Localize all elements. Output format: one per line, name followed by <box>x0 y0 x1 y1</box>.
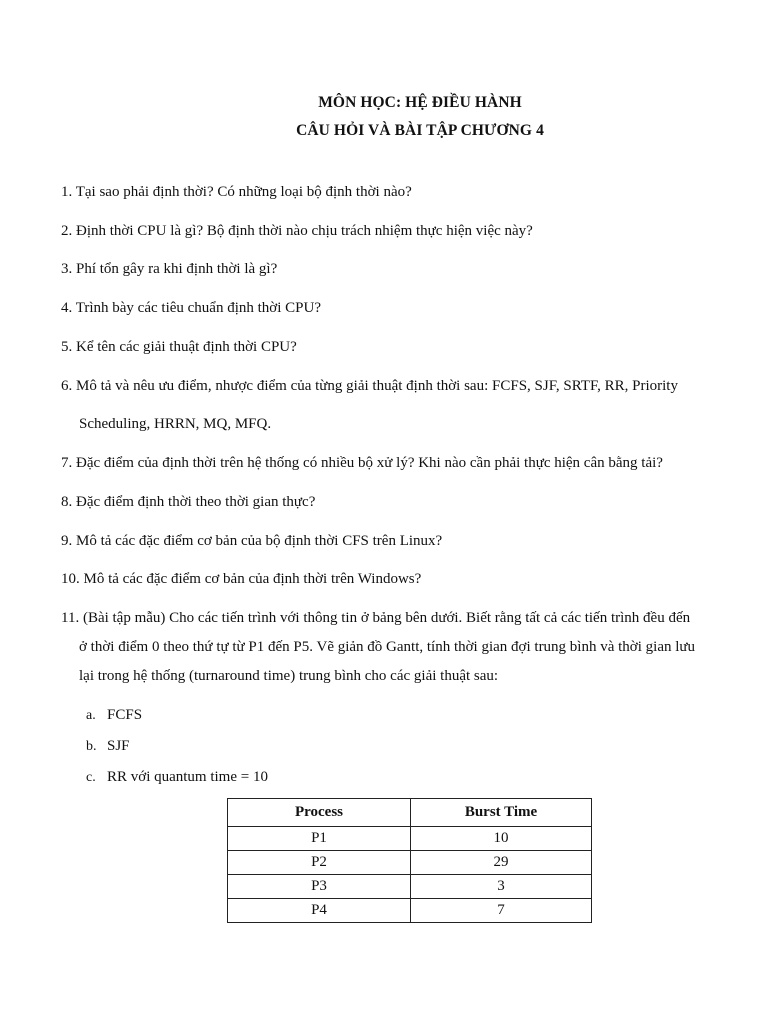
sub-item-text: SJF <box>107 738 130 754</box>
chapter-title: CÂU HỎI VÀ BÀI TẬP CHƯƠNG 4 <box>296 122 544 139</box>
question-11: 11. (Bài tập mẫu) Cho các tiến trình với thông tin ở bảng bên dưới. Biết rằng tất cả các tiến trình đều đến <box>61 610 691 626</box>
sub-item-letter: b. <box>86 739 97 754</box>
question-11-continuation-2: lại trong hệ thống (turnaround time) trung bình cho các giải thuật sau: <box>79 668 499 684</box>
process-cell: P3 <box>228 875 411 899</box>
burst-time-cell: 3 <box>411 875 592 899</box>
question-5: 5. Kể tên các giải thuật định thời CPU? <box>61 339 297 355</box>
sub-item-text: FCFS <box>107 707 143 723</box>
process-cell: P2 <box>228 851 411 875</box>
sub-item-text: RR với quantum time = 10 <box>107 769 268 785</box>
question-7: 7. Đặc điểm của định thời trên hệ thống có nhiều bộ xử lý? Khi nào cần phải thực hiện cân bằng tải? <box>61 455 663 471</box>
burst-time-cell: 7 <box>411 899 592 923</box>
course-title: MÔN HỌC: HỆ ĐIỀU HÀNH <box>318 94 522 111</box>
question-6-continuation: Scheduling, HRRN, MQ, MFQ. <box>79 416 272 432</box>
sub-item-a <box>86 705 142 726</box>
question-10: 10. Mô tả các đặc điểm cơ bản của định thời trên Windows? <box>61 571 422 587</box>
question-3: 3. Phí tổn gây ra khi định thời là gì? <box>61 261 278 277</box>
question-1: 1. Tại sao phải định thời? Có những loại bộ định thời nào? <box>61 184 412 200</box>
sub-item-letter: c. <box>86 770 96 785</box>
header-process: Process <box>228 799 411 827</box>
sub-item-letter: a. <box>86 708 96 723</box>
table-header-row <box>228 799 592 827</box>
question-11-continuation: ở thời điểm 0 theo thứ tự từ P1 đến P5. Vẽ giản đồ Gantt, tính thời gian đợi trung bình và thời gian lưu <box>79 639 696 655</box>
table-row <box>228 827 592 851</box>
table-row <box>228 875 592 899</box>
header-burst-time: Burst Time <box>411 799 592 827</box>
sub-item-c <box>86 767 268 788</box>
burst-time-cell: 10 <box>411 827 592 851</box>
question-2: 2. Định thời CPU là gì? Bộ định thời nào chịu trách nhiệm thực hiện việc này? <box>61 223 533 239</box>
table-row <box>228 851 592 875</box>
process-table <box>227 798 592 923</box>
burst-time-cell: 29 <box>411 851 592 875</box>
process-cell: P1 <box>228 827 411 851</box>
table-row <box>228 899 592 923</box>
sub-item-b <box>86 736 130 757</box>
question-4: 4. Trình bày các tiêu chuẩn định thời CPU? <box>61 300 321 316</box>
question-9: 9. Mô tả các đặc điểm cơ bản của bộ định thời CFS trên Linux? <box>61 533 443 549</box>
question-8: 8. Đặc điểm định thời theo thời gian thực? <box>61 494 316 510</box>
process-cell: P4 <box>228 899 411 923</box>
question-6: 6. Mô tả và nêu ưu điểm, nhược điểm của từng giải thuật định thời sau: FCFS, SJF, SRTF, RR, Priority <box>61 378 678 394</box>
